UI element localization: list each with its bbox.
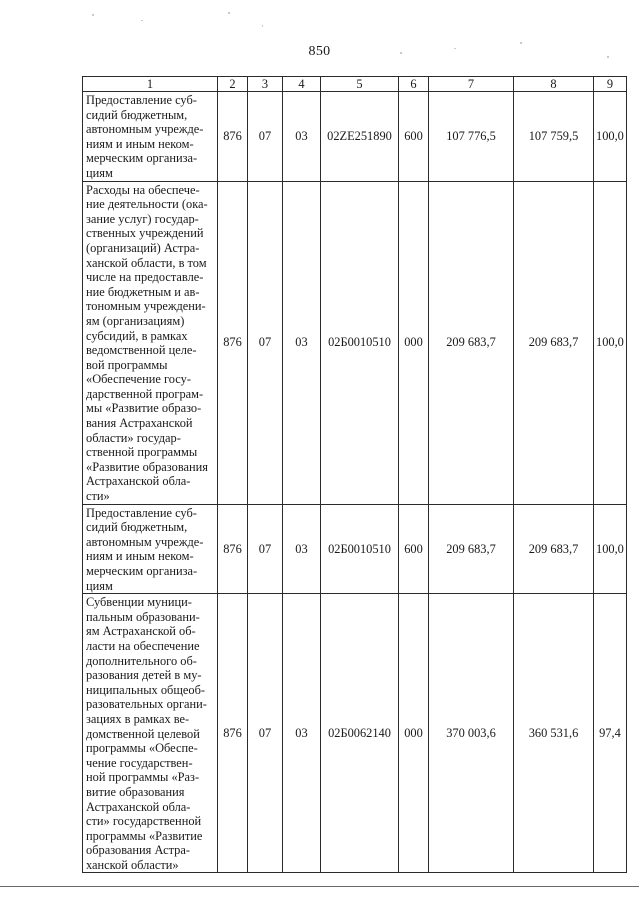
description-cell: Субвенции муници- пальным образовани- ям Астраханской об- ласти на обеспечение дополнительного об- разования детей в му- ниципальных общеоб- разовательных органи- зациях в рамках ве- домственной целевой программы «Обеспе- чение государствен- ной программы «Раз- витие образования Астраханской обла- сти» государственной программы «Развитие образования Астра- ханской области»: [83, 594, 218, 873]
scan-speck: [141, 20, 143, 21]
scan-speck: [228, 12, 230, 14]
planned-amount-cell: 209 683,7: [429, 181, 514, 504]
executed-amount-cell: 360 531,6: [514, 594, 594, 873]
column-number-cell: 5: [321, 77, 399, 92]
scan-speck: [454, 48, 456, 49]
column-number-row: [83, 77, 627, 92]
ministry-code-cell: 876: [218, 92, 248, 182]
subsection-code-cell: 03: [283, 181, 321, 504]
section-code-cell: 07: [248, 504, 283, 594]
column-number-cell: 6: [399, 77, 429, 92]
executed-amount-cell: 209 683,7: [514, 504, 594, 594]
column-number-cell: 8: [514, 77, 594, 92]
subsection-code-cell: 03: [283, 594, 321, 873]
section-code-cell: 07: [248, 181, 283, 504]
expense-type-cell: 000: [399, 594, 429, 873]
target-article-cell: 02Б0062140: [321, 594, 399, 873]
execution-percent-cell: 100,0: [594, 181, 627, 504]
column-number-cell: 2: [218, 77, 248, 92]
section-code-cell: 07: [248, 594, 283, 873]
executed-amount-cell: 107 759,5: [514, 92, 594, 182]
description-cell: Расходы на обеспече- ние деятельности (ока- зание услуг) государ- ственных учреждений (организаций) Астра- ханской области, в том числе на предоставле- ние бюджетным и ав- тономным учреждени- ям (организациям) субсидий, в рамках ведомственной целе- вой программы «Обеспечение госу- дарственной програм- мы «Развитие образо- вания Астраханской области» государ- ственной программы «Развитие образования Астраханской обла- сти»: [83, 181, 218, 504]
planned-amount-cell: 370 003,6: [429, 594, 514, 873]
ministry-code-cell: 876: [218, 181, 248, 504]
target-article-cell: 02Б0010510: [321, 504, 399, 594]
table-row: [83, 181, 627, 504]
subsection-code-cell: 03: [283, 92, 321, 182]
table-row: [83, 504, 627, 594]
column-number-cell: 3: [248, 77, 283, 92]
target-article-cell: 02Б0010510: [321, 181, 399, 504]
planned-amount-cell: 107 776,5: [429, 92, 514, 182]
scan-speck: [400, 52, 402, 54]
table-row: [83, 594, 627, 873]
target-article-cell: 02ZE251890: [321, 92, 399, 182]
scan-bottom-line: [0, 886, 639, 887]
execution-percent-cell: 97,4: [594, 594, 627, 873]
description-cell: Предоставление суб- сидий бюджетным, автономным учрежде- ниям и иным неком- мерческим организа- циям: [83, 504, 218, 594]
scan-speck: [92, 14, 94, 16]
executed-amount-cell: 209 683,7: [514, 181, 594, 504]
execution-percent-cell: 100,0: [594, 92, 627, 182]
column-number-cell: 4: [283, 77, 321, 92]
table-row: [83, 92, 627, 182]
ministry-code-cell: 876: [218, 594, 248, 873]
page-number: 850: [308, 44, 331, 59]
column-number-cell: 9: [594, 77, 627, 92]
column-number-cell: 1: [83, 77, 218, 92]
scan-speck: [520, 42, 522, 44]
expense-type-cell: 000: [399, 181, 429, 504]
budget-table: [82, 76, 627, 873]
expense-type-cell: 600: [399, 92, 429, 182]
expense-type-cell: 600: [399, 504, 429, 594]
description-cell: Предоставление суб- сидий бюджетным, автономным учрежде- ниям и иным неком- мерческим организа- циям: [83, 92, 218, 182]
subsection-code-cell: 03: [283, 504, 321, 594]
ministry-code-cell: 876: [218, 504, 248, 594]
scan-speck: [607, 56, 609, 58]
section-code-cell: 07: [248, 92, 283, 182]
planned-amount-cell: 209 683,7: [429, 504, 514, 594]
execution-percent-cell: 100,0: [594, 504, 627, 594]
scan-speck: [262, 25, 263, 27]
column-number-cell: 7: [429, 77, 514, 92]
